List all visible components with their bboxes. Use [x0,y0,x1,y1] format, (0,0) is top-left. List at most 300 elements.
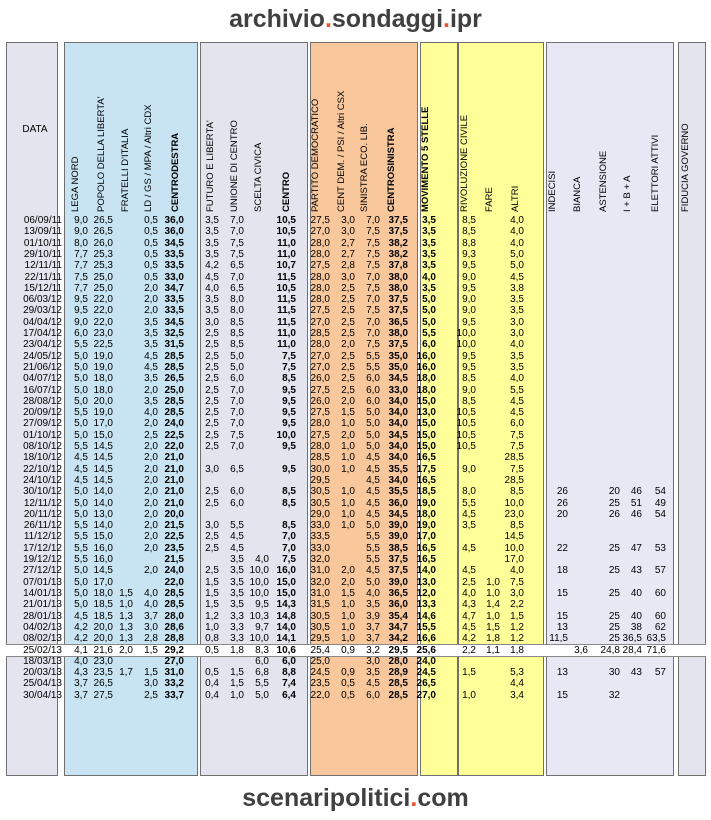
value-cell: 24,0 [164,418,184,430]
date-cell: 28/01/13 [23,610,62,622]
value-cell: 5,0 [74,395,88,407]
value-cell: 2,0 [144,542,158,554]
value-cell: 7,5 [510,441,524,452]
value-cell: 25,6 [416,645,436,657]
value-cell: 2,2 [462,645,476,657]
value-cell: 28,0 [310,271,330,283]
value-cell: 0,5 [144,226,158,238]
value-cell: 4,2 [205,260,219,272]
value-cell: 28,0 [310,339,330,351]
date-cell: 01/10/12 [23,429,62,441]
value-cell: 28,4 [622,645,642,657]
value-cell: 1,0 [486,610,500,622]
value-cell: 8,8 [462,237,476,249]
value-cell: 20,0 [164,508,184,520]
value-cell: 11,5 [277,294,296,306]
value-cell: 35,0 [388,350,408,362]
value-cell: 11,5 [277,271,296,283]
value-cell: 20 [608,486,620,498]
value-cell: 4,0 [510,373,524,385]
value-cell: 4,7 [462,610,476,622]
value-cell: 4,0 [462,587,476,599]
column-header: PARTITO DEMOCRATICO [310,98,321,212]
value-cell: 21,6 [93,645,113,657]
value-cell: 25 [608,587,620,599]
value-cell: 5,0 [422,294,436,306]
value-cell: 9,5 [282,463,296,475]
value-cell: 7,5 [366,226,380,238]
value-cell: 25 [608,497,620,509]
column-header: ALTRI [510,185,521,212]
column-header: CENTROSINISTRA [386,127,397,212]
value-cell: 1,3 [119,610,133,622]
value-cell: 1,0 [205,621,219,633]
value-cell: 1,5 [341,407,355,419]
value-cell: 16,0 [416,350,436,362]
value-cell: 0,5 [341,678,355,690]
value-cell: 31,5 [310,599,330,611]
site-footer [0,783,711,813]
value-cell: 5,0 [74,576,88,588]
value-cell: 1,5 [510,610,524,622]
value-cell: 5,5 [74,531,88,543]
value-cell: 3,5 [230,599,244,611]
value-cell: 26,0 [93,237,113,249]
value-cell: 6,0 [366,373,380,385]
value-cell: 3,5 [205,294,219,306]
value-cell: 8,5 [462,226,476,238]
value-cell: 10,0 [249,565,269,577]
value-cell: 10,0 [249,633,269,645]
value-cell: 0,5 [144,271,158,283]
value-cell: 9,5 [462,260,476,272]
value-cell: 5,0 [74,497,88,509]
value-cell: 7,0 [230,226,244,238]
value-cell: 5,5 [74,441,88,452]
table-row [6,656,706,667]
value-cell: 34,5 [388,373,408,385]
value-cell: 4,1 [74,645,88,657]
value-cell: 5,0 [255,689,269,701]
value-cell: 54 [654,486,666,498]
value-cell: 2,5 [205,350,219,362]
value-cell: 5,0 [366,520,380,532]
value-cell: 9,7 [255,621,269,633]
value-cell: 3,0 [341,226,355,238]
value-cell: 14,6 [416,610,436,622]
date-cell: 07/01/13 [23,576,62,588]
value-cell: 28,6 [164,621,184,633]
value-cell: 10,0 [276,429,296,441]
value-cell: 2,0 [119,645,133,657]
value-cell: 9,0 [462,271,476,283]
value-cell: 27,0 [310,316,330,328]
value-cell: 37,5 [388,554,408,565]
value-cell: 7,0 [230,441,244,452]
date-cell: 16/07/12 [23,384,62,396]
value-cell: 3,5 [366,599,380,611]
value-cell: 7,7 [74,248,88,260]
value-cell: 29,2 [164,645,184,657]
date-cell: 20/09/12 [23,407,62,419]
value-cell: 18,0 [93,587,113,599]
value-cell: 47 [630,542,642,554]
value-cell: 3,7 [74,689,88,701]
title-dot: . [324,5,332,33]
value-cell: 10,6 [276,645,296,657]
value-cell: 19,0 [93,407,113,419]
value-cell: 26,5 [416,678,436,690]
value-cell: 0,5 [205,667,219,678]
value-cell: 1,8 [230,645,244,657]
column-header: CENTRO [281,171,292,212]
column-header: CENT DEM. / PSI / Altri CSX [336,90,347,212]
date-cell: 17/04/12 [23,328,62,339]
date-cell: 18/10/12 [23,452,62,464]
value-cell: 3,0 [510,328,524,339]
value-cell: 9,5 [282,395,296,407]
value-cell: 34,0 [388,418,408,430]
value-cell: 7,5 [366,260,380,272]
value-cell: 27,0 [310,361,330,373]
value-cell: 25,0 [164,384,184,396]
value-cell: 6,0 [510,418,524,430]
value-cell: 3,5 [510,294,524,306]
value-cell: 6,0 [230,373,244,385]
value-cell: 7,5 [230,248,244,260]
value-cell: 7,5 [366,237,380,249]
value-cell: 4,0 [510,237,524,249]
value-cell: 2,0 [144,452,158,464]
value-cell: 10,0 [456,328,476,339]
value-cell: 1,0 [341,520,355,532]
value-cell: 25 [608,542,620,554]
value-cell: 7,5 [282,554,296,565]
value-cell: 27,0 [310,350,330,362]
value-cell: 4,2 [74,621,88,633]
value-cell: 7,5 [282,350,296,362]
value-cell: 34,0 [388,441,408,452]
value-cell: 22,0 [164,441,184,452]
value-cell: 0,5 [144,237,158,249]
value-cell: 3,5 [205,226,219,238]
value-cell: 21,0 [164,452,184,464]
value-cell: 1,2 [510,633,524,645]
value-cell: 27,5 [310,305,330,317]
value-cell: 9,5 [255,599,269,611]
value-cell: 6,0 [366,395,380,407]
date-cell: 22/11/11 [24,271,62,283]
value-cell: 23,0 [93,655,113,667]
value-cell: 1,5 [486,621,500,633]
value-cell: 14,5 [93,452,113,464]
value-cell: 5,0 [230,361,244,373]
value-cell: 4,5 [366,508,380,520]
value-cell: 2,0 [144,508,158,520]
value-cell: 18 [556,565,568,577]
value-cell: 15,0 [416,395,436,407]
value-cell: 4,5 [462,508,476,520]
value-cell: 3,5 [144,328,158,339]
value-cell: 1,5 [462,667,476,678]
value-cell: 22,5 [93,339,113,351]
value-cell: 14,0 [93,486,113,498]
value-cell: 15,0 [416,441,436,452]
value-cell: 14,5 [93,565,113,577]
value-cell: 2,0 [144,474,158,486]
value-cell: 10,0 [249,587,269,599]
value-cell: 1,5 [144,645,158,657]
value-cell: 3,5 [422,248,436,260]
value-cell: 7,0 [230,271,244,283]
value-cell: 14,0 [93,520,113,532]
value-cell: 18,0 [416,508,436,520]
value-cell: 28,5 [310,452,330,464]
value-cell: 28,5 [164,407,184,419]
value-cell: 18,5 [93,599,113,611]
value-cell: 9,5 [282,407,296,419]
value-cell: 0,5 [205,645,219,657]
value-cell: 19,0 [416,497,436,509]
column-header: FRATELLI D'ITALIA [120,128,131,212]
value-cell: 3,5 [366,667,380,678]
value-cell: 1,2 [510,621,524,633]
value-cell: 8,5 [462,215,476,226]
value-cell: 9,5 [282,441,296,452]
table-row [6,622,706,633]
value-cell: 0,5 [144,248,158,260]
value-cell: 33,5 [164,248,184,260]
value-cell: 14,8 [276,610,296,622]
value-cell: 16,5 [416,554,436,565]
value-cell: 29,5 [310,474,330,486]
value-cell: 2,5 [205,542,219,554]
value-cell: 17,0 [416,531,436,543]
value-cell: 9,3 [462,248,476,260]
date-cell: 06/09/11 [23,215,62,226]
value-cell: 30,5 [310,621,330,633]
value-cell: 2,5 [205,486,219,498]
value-cell: 10,0 [504,542,524,554]
value-cell: 5,0 [74,429,88,441]
value-cell: 3,0 [144,678,158,690]
value-cell: 28,0 [164,610,184,622]
value-cell: 1,5 [230,678,244,690]
column-header: UNIONE DI CENTRO [229,120,240,212]
value-cell: 26 [556,486,568,498]
value-cell: 6,0 [366,689,380,701]
value-cell: 0,8 [205,633,219,645]
value-cell: 24,8 [600,645,620,657]
value-cell: 21,5 [164,554,184,565]
value-cell: 29,0 [310,508,330,520]
value-cell: 15 [556,689,568,701]
value-cell: 24,0 [164,565,184,577]
value-cell: 60 [654,610,666,622]
value-cell: 8,0 [230,305,244,317]
table-row [6,407,706,418]
value-cell: 34,2 [388,633,408,645]
value-cell: 18,5 [93,610,113,622]
value-cell: 2,0 [341,339,355,351]
date-cell: 08/10/12 [23,441,62,452]
value-cell: 2,0 [144,384,158,396]
table-row [6,385,706,396]
value-cell: 27,5 [310,384,330,396]
value-cell: 14,5 [93,474,113,486]
value-cell: 13,3 [416,599,436,611]
value-cell: 2,5 [205,418,219,430]
value-cell: 16,0 [276,565,296,577]
value-cell: 26 [556,497,568,509]
table-row [6,351,706,362]
value-cell: 4,5 [510,395,524,407]
value-cell: 14,0 [416,565,436,577]
table-row [6,554,706,565]
value-cell: 19,0 [416,520,436,532]
value-cell: 28,5 [310,328,330,339]
value-cell: 1,5 [205,576,219,588]
value-cell: 28,5 [164,350,184,362]
value-cell: 7,0 [230,384,244,396]
date-cell: 24/05/12 [23,350,62,362]
value-cell: 4,5 [366,678,380,690]
value-cell: 2,0 [144,565,158,577]
value-cell: 28,9 [388,667,408,678]
value-cell: 2,5 [341,384,355,396]
table-row [6,249,706,260]
value-cell: 3,9 [366,610,380,622]
value-cell: 4,5 [510,407,524,419]
column-header: I + B + A [622,175,633,212]
table-row [6,531,706,542]
value-cell: 1,0 [341,497,355,509]
value-cell: 10,5 [276,215,296,226]
value-cell: 7,7 [74,282,88,294]
value-cell: 3,0 [205,463,219,475]
column-header: RIVOLUZIONE CIVILE [459,114,470,212]
value-cell: 5,5 [74,554,88,565]
value-cell: 14,5 [504,531,524,543]
value-cell: 5,5 [422,328,436,339]
value-cell: 16,5 [416,452,436,464]
value-cell: 28,5 [164,587,184,599]
value-cell: 33,2 [164,678,184,690]
value-cell: 4,3 [462,599,476,611]
value-cell: 3,0 [341,215,355,226]
value-cell: 2,0 [144,305,158,317]
value-cell: 3,5 [144,316,158,328]
value-cell: 28,0 [310,418,330,430]
value-cell: 11,5 [277,316,296,328]
value-cell: 8,5 [282,520,296,532]
date-cell: 04/07/12 [23,373,62,385]
value-cell: 36,0 [388,497,408,509]
value-cell: 3,0 [510,587,524,599]
table-row [6,667,706,678]
value-cell: 8,0 [462,486,476,498]
value-cell: 2,5 [341,282,355,294]
value-cell: 20 [556,508,568,520]
value-cell: 5,5 [366,531,380,543]
value-cell: 23,5 [93,667,113,678]
value-cell: 17,0 [93,576,113,588]
value-cell: 2,7 [341,248,355,260]
value-cell: 24,0 [416,655,436,667]
value-cell: 5,5 [462,497,476,509]
date-cell: 17/12/12 [23,542,62,554]
value-cell: 38 [630,621,642,633]
date-cell: 15/12/11 [23,282,62,294]
value-cell: 9,5 [74,294,88,306]
value-cell: 28,5 [504,452,524,464]
value-cell: 6,0 [230,497,244,509]
value-cell: 10,5 [456,441,476,452]
value-cell: 21,0 [164,474,184,486]
value-cell: 14,5 [93,441,113,452]
value-cell: 37,5 [388,294,408,306]
date-cell: 04/04/12 [23,316,62,328]
value-cell: 4,0 [366,587,380,599]
value-cell: 10,7 [276,260,296,272]
value-cell: 4,5 [230,531,244,543]
column-header: ASTENSIONE [598,150,609,212]
value-cell: 16,6 [416,633,436,645]
value-cell: 2,8 [144,633,158,645]
value-cell: 1,8 [510,645,524,657]
value-cell: 2,5 [462,576,476,588]
value-cell: 57 [654,565,666,577]
title-part: sondaggi [331,5,444,33]
value-cell: 8,5 [282,486,296,498]
value-cell: 43 [630,667,642,678]
value-cell: 1,0 [341,621,355,633]
value-cell: 3,5 [422,237,436,249]
value-cell: 16,5 [416,474,436,486]
value-cell: 5,0 [422,305,436,317]
value-cell: 26,5 [93,226,113,238]
value-cell: 2,5 [205,565,219,577]
value-cell: 3,5 [230,576,244,588]
value-cell: 33,0 [164,271,184,283]
value-cell: 39,0 [388,520,408,532]
table-row [6,238,706,249]
value-cell: 3,5 [205,215,219,226]
value-cell: 2,5 [205,328,219,339]
value-cell: 25,4 [310,645,330,657]
value-cell: 15,0 [93,531,113,543]
table-row [6,215,706,226]
value-cell: 3,0 [510,316,524,328]
value-cell: 11,0 [277,237,296,249]
value-cell: 22,0 [310,689,330,701]
value-cell: 9,5 [462,350,476,362]
table-row [6,339,706,350]
value-cell: 25,0 [93,271,113,283]
value-cell: 4,5 [366,497,380,509]
value-cell: 5,5 [74,407,88,419]
value-cell: 36,5 [388,587,408,599]
value-cell: 2,0 [144,463,158,475]
value-cell: 14,0 [276,621,296,633]
value-cell: 20,0 [93,395,113,407]
value-cell: 1,3 [119,633,133,645]
table-row [6,543,706,554]
table-row [6,565,706,576]
value-cell: 28,5 [164,599,184,611]
value-cell: 28,5 [164,395,184,407]
value-cell: 2,5 [205,531,219,543]
